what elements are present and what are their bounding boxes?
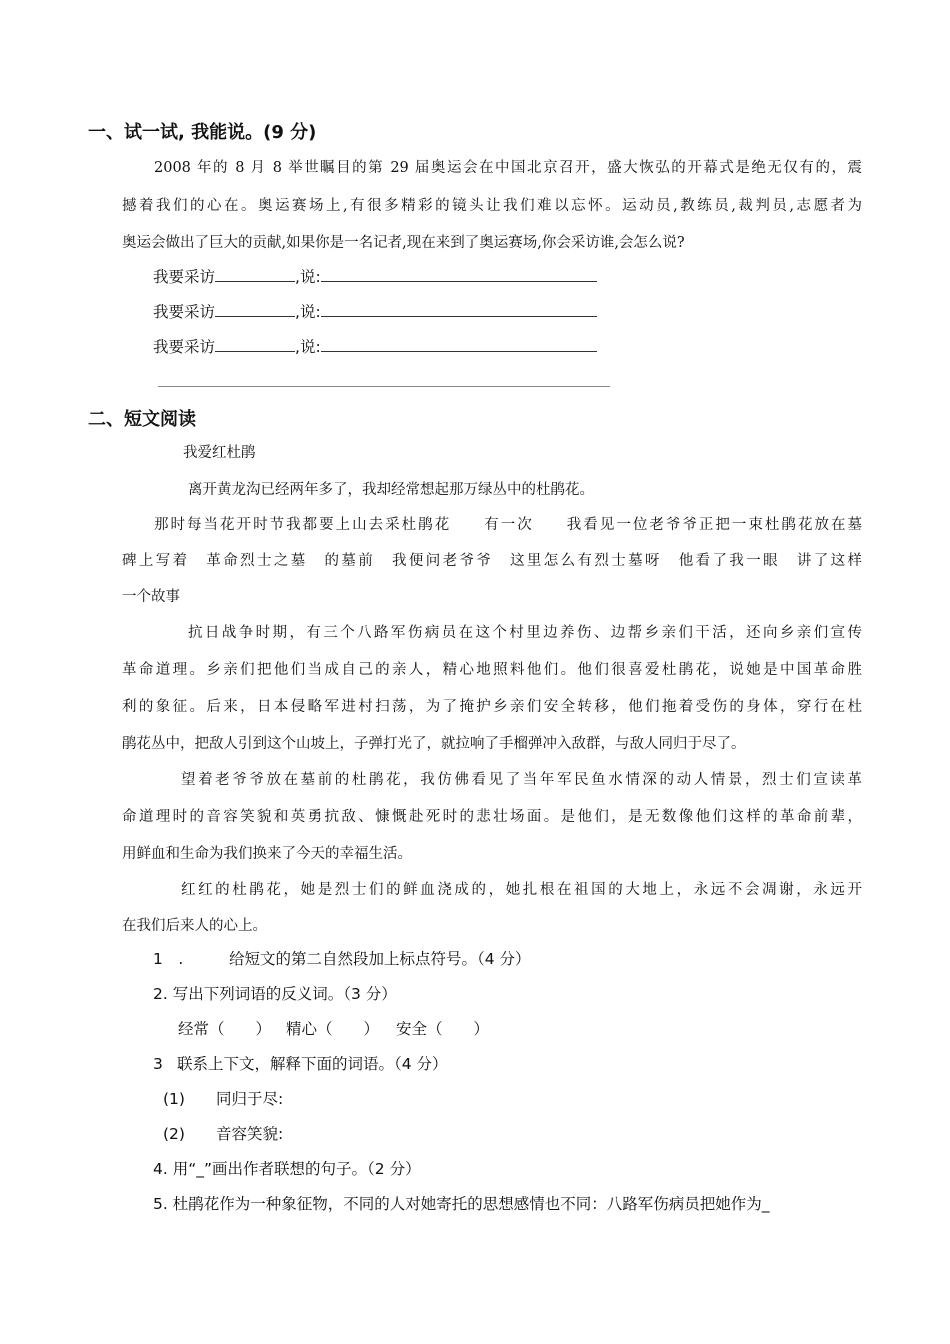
sub-word: 音容笑貌: — [216, 1125, 284, 1143]
interviewee-blank[interactable] — [215, 335, 295, 352]
interviewee-blank[interactable] — [215, 300, 295, 317]
question-1-number: 1 . — [153, 950, 184, 968]
say-label: ,说: — [295, 303, 321, 321]
section1-paragraph-line1: 2008 年的 8 月 8 举世瞩目的第 29 届奥运会在中国北京召开，盛大恢弘的开幕式是绝无仅有的，震 — [154, 160, 862, 176]
statement-blank[interactable] — [321, 300, 597, 317]
passage-line: 那时每当花开时节我都要上山去采杜鹃花 有一次 我看见一位老爷爷正把一束杜鹃花放在墓 — [154, 517, 862, 533]
passage-line: 革命道理。乡亲们把他们当成自己的亲人，精心地照料他们。他们很喜爱杜鹃花，说她是中国革命胜 — [122, 662, 862, 678]
interview-row-3 — [153, 335, 597, 357]
sub-word: 同归于尽: — [216, 1090, 284, 1108]
sub-number: (2) — [163, 1125, 185, 1143]
interviewee-blank[interactable] — [215, 265, 295, 282]
question-3-text: 联系上下文，解释下面的词语。（4 分） — [177, 1055, 448, 1073]
section1-paragraph-line2: 撼着我们的心在。奥运赛场上,有很多精彩的镜头让我们难以忘怀。运动员,教练员,裁判员,志愿者为 — [122, 198, 862, 214]
passage-line: 望着老爷爷放在墓前的杜鹃花，我仿佛看见了当年军民鱼水情深的动人情景，烈士们宣读革 — [181, 772, 862, 788]
passage-line: 命道理时的音容笑貌和英勇抗敌、慷慨赴死时的悲壮场面。是他们，是无数像他们这样的革命前辈， — [122, 809, 862, 825]
passage-line: 离开黄龙沟已经两年多了，我却经常想起那万绿丛中的杜鹃花。 — [188, 482, 594, 498]
passage-line: 利的象征。后来，日本侵略军进村扫荡，为了掩护乡亲们安全转移，他们拖着受伤的身体，穿行在杜 — [122, 699, 862, 715]
question-3-number: 3 . — [153, 1055, 184, 1073]
passage-line: 在我们后来人的心上。 — [122, 918, 267, 934]
antonym-item-anquan[interactable]: 安全（ ） — [396, 1020, 490, 1038]
question-3-sub-2 — [163, 1122, 283, 1144]
interview-label: 我要采访 — [153, 303, 216, 321]
say-label: ,说: — [295, 338, 321, 356]
section1-paragraph-line3: 奥运会做出了巨大的贡献,如果你是一名记者,现在来到了奥运赛场,你会采访谁,会怎么说? — [122, 235, 685, 251]
sub-number: (1) — [163, 1090, 185, 1108]
question-4: 4. 用“_”画出作者联想的句子。（2 分） — [153, 1160, 421, 1178]
question-3 — [153, 1052, 448, 1074]
passage-line: 一个故事 — [122, 589, 180, 605]
passage-line: 抗日战争时期，有三个八路军伤病员在这个村里边养伤、边帮乡亲们干活，还向乡亲们宣传 — [188, 625, 862, 641]
interview-label: 我要采访 — [153, 268, 216, 286]
passage-line: 用鲜血和生命为我们换来了今天的幸福生活。 — [122, 846, 412, 862]
antonym-item-jingxin[interactable]: 精心（ ） — [286, 1020, 380, 1038]
interview-row-2 — [153, 300, 597, 322]
question-1-text: 给短文的第二自然段加上标点符号。（4 分） — [229, 950, 531, 968]
passage-line: 红红的杜鹃花，她是烈士们的鲜血浇成的，她扎根在祖国的大地上，永远不会凋谢，永远开 — [181, 882, 862, 898]
interview-row-1 — [153, 265, 597, 287]
statement-blank[interactable] — [321, 265, 597, 282]
antonym-row — [178, 1017, 489, 1039]
passage-line: 鹃花丛中，把敌人引到这个山坡上，子弹打光了，就拉响了手榴弹冲入敌群，与敌人同归于尽了。 — [122, 736, 746, 752]
statement-blank[interactable] — [321, 335, 597, 352]
antonym-item-changchang[interactable]: 经常（ ） — [178, 1020, 272, 1038]
question-5: 5. 杜鹃花作为一种象征物，不同的人对她寄托的思想感情也不同：八路军伤病员把她作为_ — [153, 1195, 770, 1213]
section-divider — [158, 386, 610, 387]
passage-line: 碑上写着 革命烈士之墓 的墓前 我便问老爷爷 这里怎么有烈士墓呀 他看了我一眼 讲了这样 — [122, 553, 862, 569]
section1-title: 一、试一试, 我能说。(9 分) — [88, 122, 317, 143]
interview-label: 我要采访 — [153, 338, 216, 356]
passage-title: 我爱红杜鹃 — [183, 445, 256, 461]
question-3-sub-1 — [163, 1087, 283, 1109]
question-1 — [153, 947, 531, 969]
question-2: 2. 写出下列词语的反义词。（3 分） — [153, 985, 397, 1003]
section2-title: 二、短文阅读 — [88, 409, 196, 430]
say-label: ,说: — [295, 268, 321, 286]
